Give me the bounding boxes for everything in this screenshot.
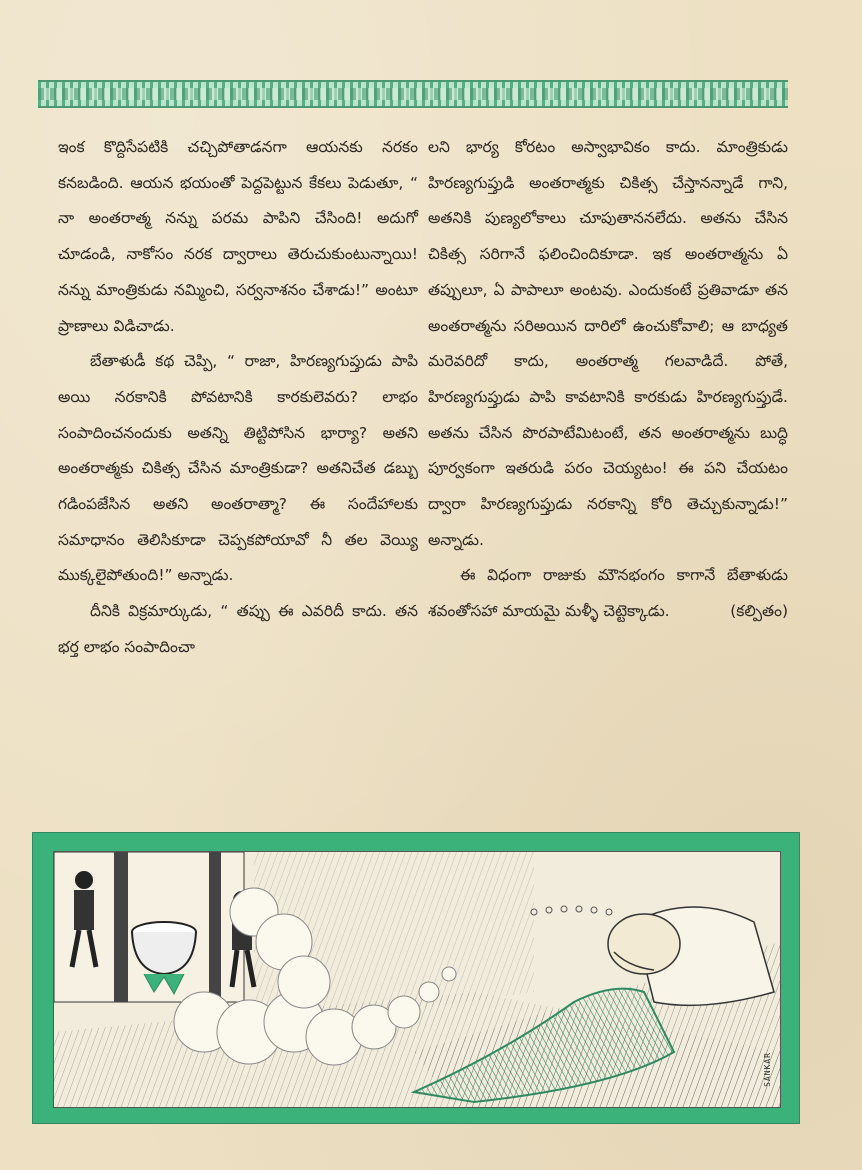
illustration-drawing [54, 852, 780, 1107]
closing-tag: (కల్పితం) [730, 602, 788, 621]
right-text-column [428, 130, 788, 630]
pillar [209, 852, 221, 1002]
story-illustration [32, 832, 800, 1124]
pillar [114, 852, 128, 1002]
left-text-column [58, 130, 418, 666]
paragraph: దీనికి విక్రమార్కుడు, “ తప్పు ఈ ఎవరిదీ కాదు. తన భర్త లాభం సంపాదించా [58, 602, 418, 656]
paragraph [428, 558, 788, 629]
paragraph: ఇంక కొద్దిసేపటికి చచ్చిపోతాడనగా ఆయనకు నరకం కనబడింది. ఆయన భయంతో పెద్దపెట్టున కేకలు పెడుతూ, “ నా అంతరాత్మ నన్ను పరమ పాపిని చేసింది! అదుగో చూడండి, నాకోసం నరక ద్వారాలు తెరుచుకుంటున్నాయి! నన్ను మాంత్రికుడు నమ్మించి, సర్వనాశనం చేశాడు!” అంటూ ప్రాణాలు విడిచాడు. [58, 138, 418, 335]
paragraph: బేతాళుడీ కథ చెప్పి, “ రాజా, హిరణ్యగుప్తుడు పాపి అయి నరకానికి పోవటానికి కారకులెవరు? లాభం సంపాదించనందుకు అతన్ని తిట్టిపోసిన భార్యా? అతని అంతరాత్మకు చికిత్స చేసిన మాంత్రికుడా? అతనిచేత డబ్బు గడింపజేసిన అతని అంతరాత్మా? ఈ సందేహాలకు సమాధానం తెలిసికూడా చెప్పకపోయావో నీ తల వెయ్యి ముక్కలైపోతుంది!” అన్నాడు. [58, 352, 418, 585]
paragraph: లని భార్య కోరటం అస్వాభావికం కాదు. మాంత్రికుడు హిరణ్యగుప్తుడి అంతరాత్మకు చికిత్స చేస్తానన్నాడే గాని, అతనికి పుణ్యలోకాలు చూపుతాననలేదు. అతను చేసిన చికిత్స సరిగానే ఫలించిందికూడా. ఇక అంతరాత్మను ఏ తప్పులూ, ఏ పాపాలూ అంటవు. ఎందుకంటే ప్రతివాడూ తన అంతరాత్మను సరిఅయిన దారిలో ఉంచుకోవాలి; ఆ బాధ్యత మరెవరిదో కాదు, అంతరాత్మ గలవాడిదే. పోతే, హిరణ్యగుప్తుడు పాపి కావటానికి కారకుడు హిరణ్యగుప్తుడే. అతను చేసిన పొరపాటేమిటంటే, తన అంతరాత్మను బుద్ధి పూర్వకంగా ఇతరుడి పరం చెయ్యటం! ఈ పని చేయటం ద్వారా హిరణ్యగుప్తుడు నరకాన్ని కోరి తెచ్చుకున్నాడు!” అన్నాడు. [428, 138, 788, 549]
illustration-panel [53, 851, 781, 1108]
paragraph-text: ఈ విధంగా రాజుకు మౌనభంగం కాగానే బేతాళుడు శవంతోసహా మాయమై మళ్ళీ చెట్టెక్కాడు. [428, 566, 788, 621]
artist-signature: SANKAR [763, 1052, 772, 1087]
decorative-border [38, 80, 788, 108]
